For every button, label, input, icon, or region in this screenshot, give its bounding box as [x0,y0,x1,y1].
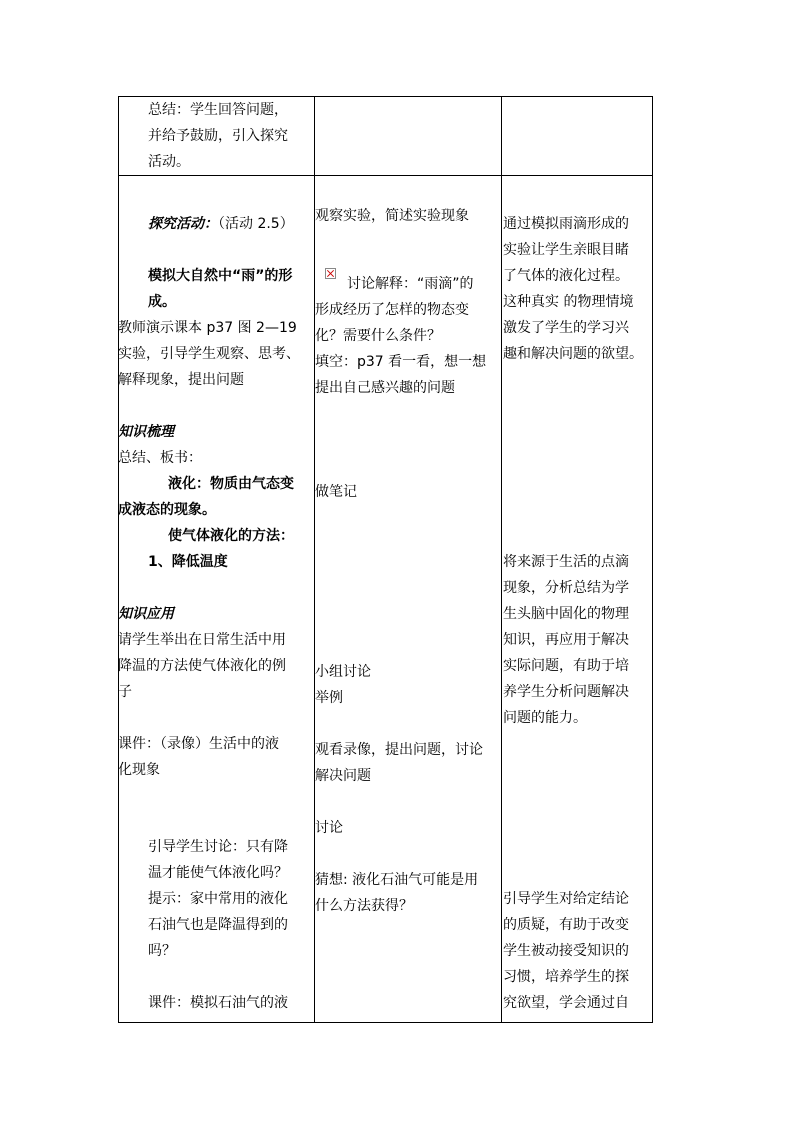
text-line: 吗？ [148,943,176,959]
text-line: 引导学生对给定结论 [503,891,629,907]
method-item: 1、降低温度 [148,554,228,570]
text-line: 趣和解决问题的欲望。 [503,346,643,362]
text-line: 知识，再应用于解决 [503,632,629,648]
broken-image-icon [325,268,336,279]
text-line: 问题的能力。 [503,710,587,726]
text-line: 化？需要什么条件？ [315,328,441,344]
text-line: 成液态的现象。 [118,502,216,518]
text-line: 石油气也是降温得到的 [148,917,288,933]
text-line: 模拟大自然中“雨”的形 [148,268,293,284]
text-line: 激发了学生的学习兴 [503,320,629,336]
text-line: 液化：物质由气态变 [168,476,294,492]
text-line: 讨论 [315,820,343,836]
method-label: 使气体液化的方法： [168,528,294,544]
table-border-left [118,96,119,1023]
text-line: 观看录像，提出问题，讨论 [315,742,483,758]
text-line: 将来源于生活的点滴 [503,554,629,570]
text-line: 教师演示课本 p37 图 2—19 [118,320,297,336]
text-line: 实验让学生亲眼目睹 [503,242,629,258]
text-line: 子 [118,684,132,700]
text-line: 引导学生讨论：只有降 [148,839,288,855]
text-line: 实际问题，有助于培 [503,658,629,674]
text-line: 的质疑，有助于改变 [503,917,629,933]
text-line: 实验，引导学生观察、思考、 [118,346,300,362]
text-line: 小组讨论 [315,664,371,680]
text-line: 降温的方法使气体液化的例 [118,658,286,674]
text-line: 请学生举出在日常生活中用 [118,632,286,648]
text-line: 观察实验，简述实验现象 [315,208,469,224]
text-line: 学生被动接受知识的 [503,943,629,959]
text-line: 什么方法获得？ [315,898,413,914]
text-line: 并给予鼓励，引入探究 [148,128,288,144]
table-border-right [652,96,653,1023]
application-title: 知识应用 [118,606,174,622]
table-border-bottom [118,1022,653,1023]
text-line: 活动。 [148,154,190,170]
text-line: 养学生分析问题解决 [503,684,629,700]
text-line: 形成经历了怎样的物态变 [315,302,469,318]
text-line: 总结：学生回答问题， [148,102,288,118]
text-line: 解释现象，提出问题 [118,372,244,388]
text-line: 提出自己感兴趣的问题 [315,380,455,396]
text-line: 填空：p37 看一看，想一想 [315,354,487,370]
text-line: 温才能使气体液化吗？ [148,865,288,881]
activity-heading [148,211,294,237]
text-line: 这种真实 的物理情境 [503,294,634,310]
text-line: 现象，分析总结为学 [503,580,629,596]
activity-title: 探究活动： [148,216,218,232]
board-label: 总结、板书： [118,450,202,466]
text-line: 举例 [315,690,343,706]
text-line: 讨论解释：“雨滴”的 [347,276,474,292]
text-line: 解决问题 [315,768,371,784]
text-line: 习惯，培养学生的探 [503,969,629,985]
text-line: 成。 [148,294,176,310]
row-divider [118,175,653,176]
text-line: 化现象 [118,762,160,778]
text-line: 究欲望，学会通过自 [503,995,629,1011]
column-divider-2 [501,96,502,1023]
text-line: 做笔记 [315,484,357,500]
text-line: 生头脑中固化的物理 [503,606,629,622]
text-line: 课件：（录像）生活中的液 [118,736,279,752]
text-line: 通过模拟雨滴形成的 [503,216,629,232]
knowledge-title: 知识梳理 [118,424,174,440]
text-line: 提示：家中常用的液化 [148,891,288,907]
text-line: 课件：模拟石油气的液 [148,995,288,1011]
text-line: 猜想: 液化石油气可能是用 [315,872,479,888]
activity-number: （活动 2.5） [218,216,294,232]
text-line: 了气体的液化过程。 [503,268,629,284]
